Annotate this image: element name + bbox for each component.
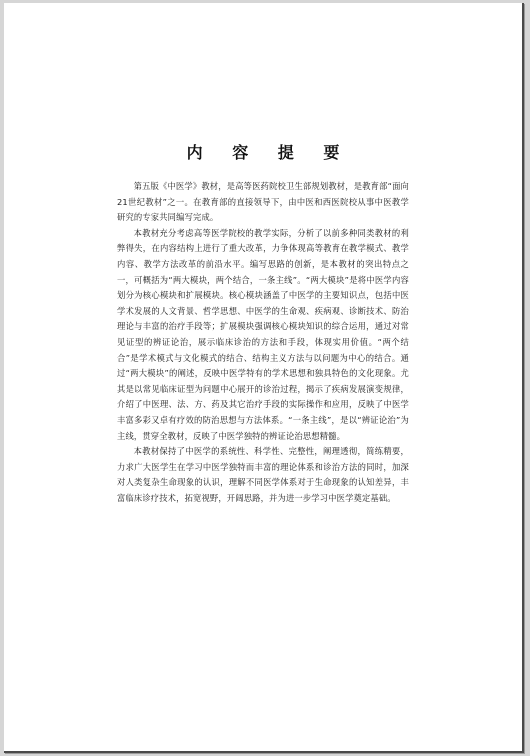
paragraph-2: 本教材充分考虑高等医学院校的教学实际，分析了以前多种同类教材的利弊得失，在内容结构上进行了重大改革，力争体现高等教育在教学模式、教学内容、教学方法改革的前沿水平。编写思路的创新，是本教材的突出特点之一，可概括为“两大模块，两个结合，一条主线”。“两大模块”是将中医学内容划分为核心模块和扩展模块。核心模块涵盖了中医学的主要知识点，包括中医学术发展的人文背景、哲学思想、中医学的生命观、疾病观、诊断技术、防治理论与丰富的治疗手段等；扩展模块强调核心模块知识的综合运用，通过对常见证型的辨证论治，展示临床诊治的方法和手段，体现实用价值。“两个结合”是学术模式与文化模式的结合、结构主义方法与以问题为中心的结合。通过“两大模块”的阐述，反映中医学特有的学术思想和独具特色的文化现象。尤其是以常见临床证型为问题中心展开的诊治过程，揭示了疾病发展演变规律，介绍了中医理、法、方、药及其它治疗手段的实际操作和应用，反映了中医学丰富多彩又卓有疗效的防治思想与方法体系。“一条主线”，是以“辨证论治”为主线，贯穿全教材，反映了中医学独特的辨证论治思想精髓。 — [117, 227, 409, 441]
summary-body — [117, 179, 409, 506]
paragraph-3: 本教材保持了中医学的系统性、科学性、完整性，阐理透彻，简练精要，力求广大医学生在学习中医学独特而丰富的理论体系和诊治方法的同时，加深对人类复杂生命现象的认识，理解不同医学体系对于生命现象的认知差异，丰富临床诊疗技术，拓宽视野，开阔思路，并为进一步学习中医学奠定基础。 — [117, 446, 409, 503]
document-page — [4, 3, 524, 753]
paragraph-1: 第五版《中医学》教材，是高等医药院校卫生部规划教材，是教育部“面向21世纪教材”之一。在教育部的直接领导下，由中医和西医院校从事中医教学研究的专家共同编写完成。 — [117, 181, 409, 223]
page-title: 内 容 提 要 — [186, 143, 352, 162]
